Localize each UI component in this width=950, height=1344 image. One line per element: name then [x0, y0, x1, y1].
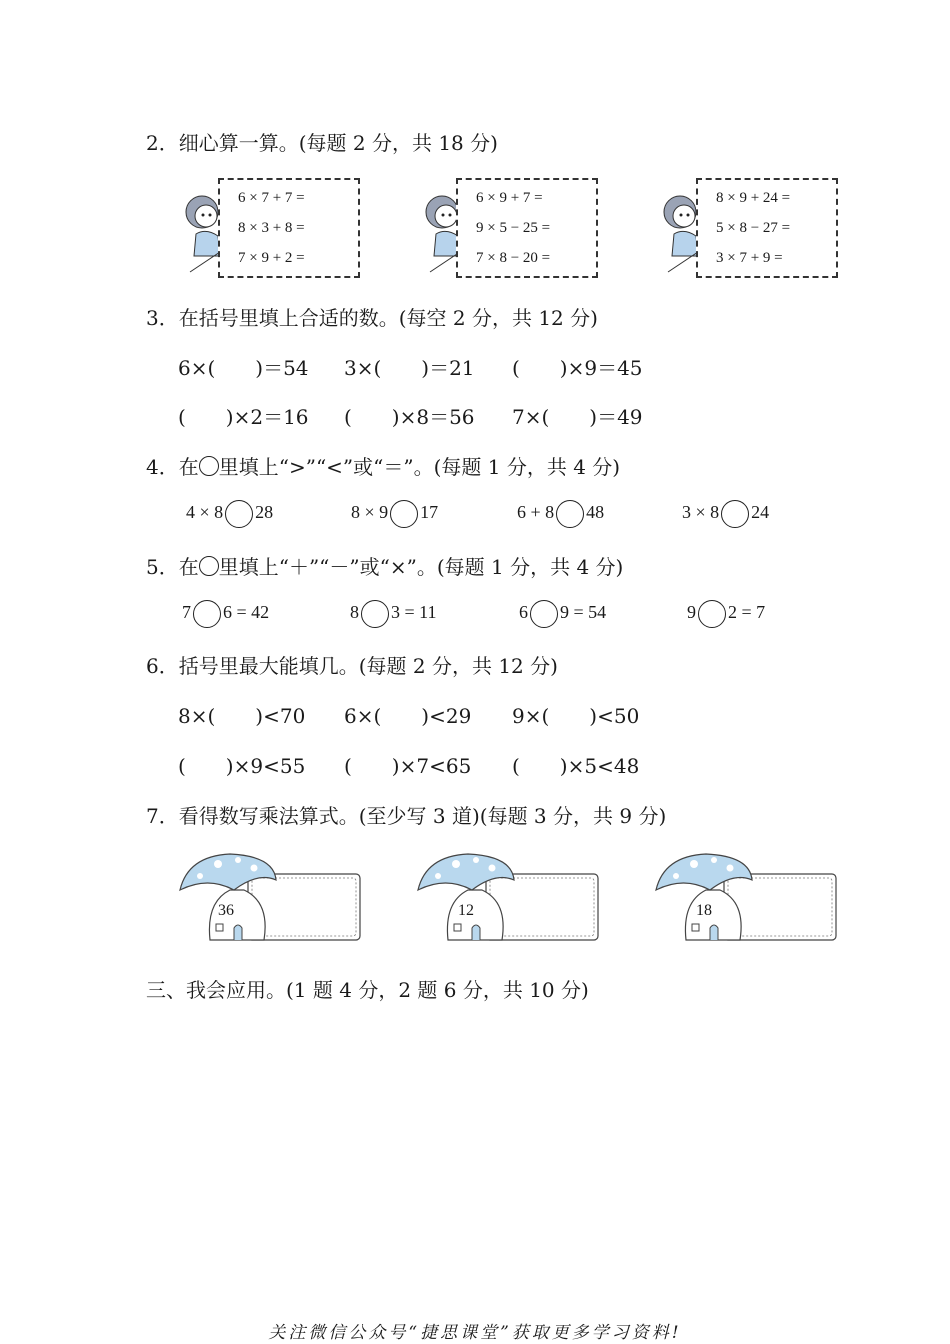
operator-item — [687, 600, 765, 628]
q2-title: 2．细心算一算。(每题 2 分，共 18 分) — [146, 131, 498, 155]
mushroom-number: 12 — [458, 902, 474, 919]
compare-left: 4 × 8 — [186, 502, 224, 523]
expression: 5 × 8 − 27 = — [716, 220, 791, 236]
fill-blank[interactable]: 6×( )<29 — [344, 704, 472, 728]
q2-card-1 — [180, 176, 360, 282]
operand-left: 7 — [182, 602, 191, 623]
q7-title: 7．看得数写乘法算式。(至少写 3 道)(每题 3 分，共 9 分) — [146, 804, 667, 828]
operator-item — [519, 600, 606, 628]
compare-right: 17 — [420, 502, 439, 523]
compare-right: 28 — [255, 502, 274, 523]
compare-left: 8 × 9 — [351, 502, 389, 523]
fill-blank[interactable]: 3×( )＝21 — [344, 356, 475, 380]
q4-items — [186, 498, 826, 530]
compare-item — [682, 500, 769, 528]
expression: 8 × 9 + 24 = — [716, 190, 791, 206]
stamp-card — [218, 178, 360, 278]
section3-title: 三、我会应用。(1 题 4 分，2 题 6 分，共 10 分) — [146, 978, 589, 1002]
fill-blank[interactable]: 6×( )＝54 — [178, 356, 309, 380]
q5-items — [182, 598, 822, 630]
answer-circle[interactable] — [193, 600, 221, 628]
expression: 9 × 5 − 25 = — [476, 220, 551, 236]
fill-blank[interactable]: ( )×9＝45 — [512, 356, 643, 380]
footer-note: 关注微信公众号“捷思课堂”获取更多学习资料! — [268, 1323, 682, 1343]
fill-blank[interactable]: ( )×2＝16 — [178, 405, 309, 429]
answer-circle[interactable] — [698, 600, 726, 628]
fill-blank[interactable]: ( )×8＝56 — [344, 405, 475, 429]
compare-right: 24 — [751, 502, 770, 523]
answer-circle[interactable] — [390, 500, 418, 528]
expression: 3 × 7 + 9 = — [716, 250, 783, 266]
mushroom-house-icon — [654, 850, 840, 945]
answer-circle[interactable] — [530, 600, 558, 628]
operand-right: 9 = 54 — [560, 602, 607, 623]
fill-blank[interactable]: ( )×7<65 — [344, 754, 472, 778]
operator-item — [350, 600, 436, 628]
operand-right: 6 = 42 — [223, 602, 270, 623]
q4-title-suffix: 里填上“>”“<”或“＝”。(每题 1 分，共 4 分) — [218, 455, 621, 479]
compare-item — [517, 500, 604, 528]
operand-right: 2 = 7 — [728, 602, 766, 623]
fill-blank[interactable]: 7×( )＝49 — [512, 405, 643, 429]
stamp-card — [456, 178, 598, 278]
q3-title: 3．在括号里填上合适的数。(每空 2 分，共 12 分) — [146, 306, 598, 330]
q5-title-suffix: 里填上“＋”“－”或“×”。(每题 1 分，共 4 分) — [218, 555, 624, 579]
operand-left: 9 — [687, 602, 696, 623]
operand-right: 3 = 11 — [391, 602, 437, 623]
answer-circle[interactable] — [361, 600, 389, 628]
expression: 8 × 3 + 8 = — [238, 220, 305, 236]
q2-card-3 — [658, 176, 838, 282]
q4-title-prefix: 4．在 — [146, 455, 199, 479]
compare-item — [351, 500, 438, 528]
circle-icon — [199, 456, 219, 476]
operator-item — [182, 600, 269, 628]
expression: 7 × 9 + 2 = — [238, 250, 305, 266]
operand-left: 6 — [519, 602, 528, 623]
operand-left: 8 — [350, 602, 359, 623]
expression: 6 × 7 + 7 = — [238, 190, 305, 206]
mushroom-card-1 — [178, 850, 364, 945]
mushroom-card-3 — [654, 850, 840, 945]
mushroom-number: 36 — [218, 902, 234, 919]
mushroom-house-icon — [178, 850, 364, 945]
compare-item — [186, 500, 273, 528]
q5-title — [146, 551, 623, 580]
answer-circle[interactable] — [721, 500, 749, 528]
mushroom-card-2 — [416, 850, 602, 945]
answer-circle[interactable] — [556, 500, 584, 528]
expression: 7 × 8 − 20 = — [476, 250, 551, 266]
q6-title: 6．括号里最大能填几。(每题 2 分，共 12 分) — [146, 654, 558, 678]
compare-left: 3 × 8 — [682, 502, 720, 523]
fill-blank[interactable]: ( )×9<55 — [178, 754, 306, 778]
q4-title — [146, 451, 620, 480]
q5-title-prefix: 5．在 — [146, 555, 199, 579]
mushroom-house-icon — [416, 850, 602, 945]
fill-blank[interactable]: 9×( )<50 — [512, 704, 640, 728]
compare-left: 6 + 8 — [517, 502, 555, 523]
compare-right: 48 — [586, 502, 605, 523]
circle-icon — [199, 556, 219, 576]
fill-blank[interactable]: ( )×5<48 — [512, 754, 640, 778]
stamp-card — [696, 178, 838, 278]
fill-blank[interactable]: 8×( )<70 — [178, 704, 306, 728]
q2-card-2 — [420, 176, 600, 282]
expression: 6 × 9 + 7 = — [476, 190, 543, 206]
answer-circle[interactable] — [225, 500, 253, 528]
mushroom-number: 18 — [696, 902, 712, 919]
